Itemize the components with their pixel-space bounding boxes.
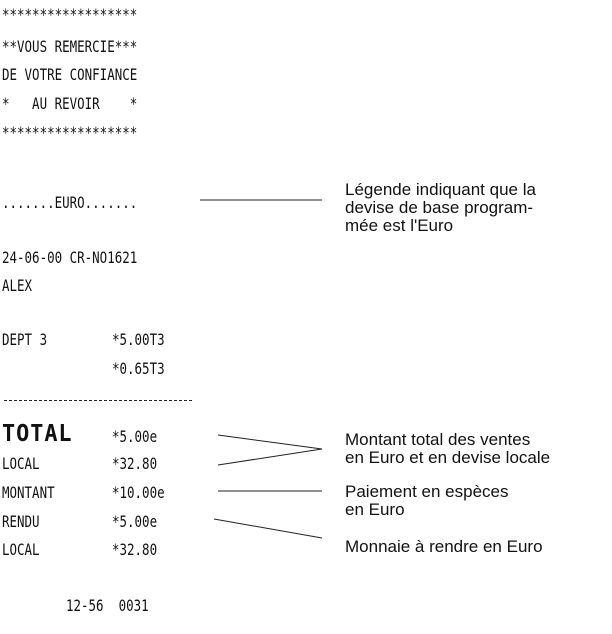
receipt-dept-label: DEPT 3: [2, 330, 48, 349]
receipt-local-label: LOCAL: [2, 454, 40, 473]
leader-line-local: [218, 449, 322, 465]
receipt-local-amount: *32.80: [112, 454, 158, 473]
receipt-montant-label: MONTANT: [2, 483, 55, 502]
receipt-header-line-2: **VOUS REMERCIE***: [2, 37, 138, 56]
receipt-dept-amount: *5.00T3: [112, 330, 165, 349]
receipt-total-amount: *5.00e: [112, 427, 158, 446]
annotation-base-currency: Légende indiquant que la devise de base program- mée est l'Euro: [345, 180, 536, 235]
receipt-header-line-3: DE VOTRE CONFIANCE: [2, 65, 138, 84]
receipt-rendu-label: RENDU: [2, 512, 40, 531]
receipt-local2-label: LOCAL: [2, 540, 40, 559]
leader-line-total: [218, 435, 322, 449]
receipt-clerk: ALEX: [2, 276, 33, 295]
leader-line-rendu: [214, 519, 322, 538]
receipt-montant-amount: *10.00e: [112, 483, 165, 502]
receipt-local2-amount: *32.80: [112, 540, 158, 559]
annotation-change: Monnaie à rendre en Euro: [345, 537, 543, 556]
receipt-footer: 12-56 0031: [66, 596, 149, 615]
receipt-total-label: TOTAL: [2, 421, 73, 447]
annotation-total-amount: Montant total des ventes en Euro et en devise locale: [345, 430, 551, 467]
receipt-header-line-1: ******************: [2, 5, 138, 24]
receipt-rendu-amount: *5.00e: [112, 512, 158, 531]
annotation-cash-payment: Paiement en espèces en Euro: [345, 482, 509, 519]
receipt-currency-line: .......EURO.......: [2, 193, 138, 212]
receipt-dept-tax: *0.65T3: [112, 359, 165, 378]
receipt-header-line-4: * AU REVOIR *: [2, 94, 138, 113]
receipt-header-line-5: ******************: [2, 123, 138, 142]
receipt-date-line: 24-06-00 CR-NO1621: [2, 248, 138, 267]
